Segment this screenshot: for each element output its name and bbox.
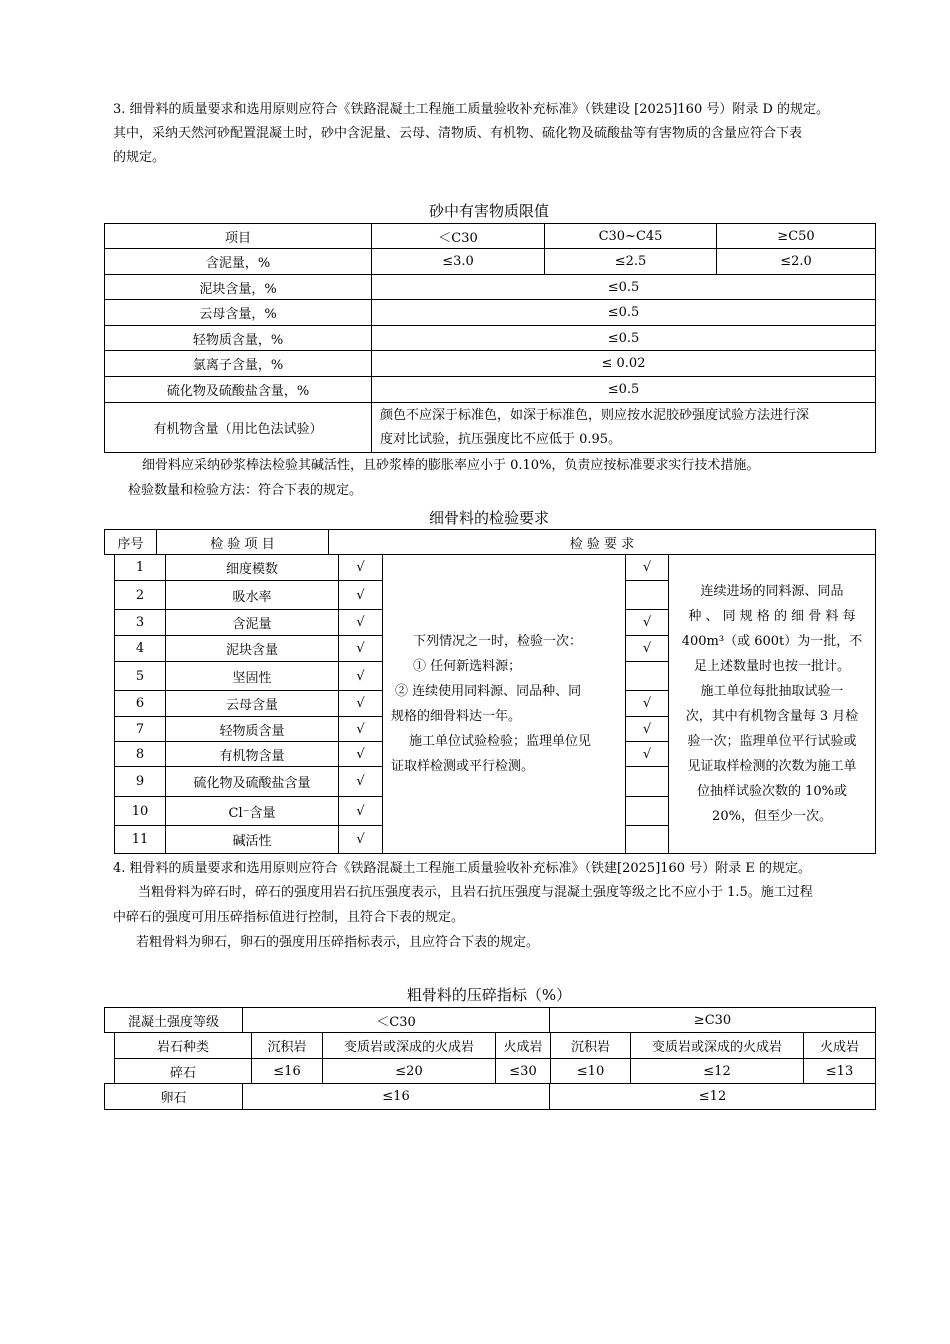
gravel-value: ≤12	[631, 1059, 804, 1084]
mid-line: ① 任何新选料源；	[413, 659, 522, 674]
item-no: 5	[115, 662, 166, 691]
rock-type: 沉积岩	[551, 1033, 631, 1059]
organic-line-2: 度对比试验，抗压强度比不应低于 0.95。	[380, 431, 622, 447]
rock-type: 火成岩	[804, 1033, 876, 1059]
section-3-line-1: 3. 细骨料的质量要求和选用原则应符合《铁路混凝土工程施工质量验收补充标准》（铁建设 [2025]160 号）附录 D 的规定。	[113, 102, 830, 117]
item-name: 细度模数	[166, 555, 339, 581]
check-mark: √	[339, 797, 383, 826]
rock-type: 变质岩或深成的火成岩	[631, 1033, 804, 1059]
pebble-value-high: ≤12	[550, 1084, 876, 1110]
item-no: 6	[115, 691, 166, 717]
cell-value: ≤0.5	[372, 377, 876, 403]
grade-label: 混凝土强度等级	[105, 1008, 243, 1033]
pebble-table	[104, 1083, 876, 1110]
crush-index-table	[114, 1032, 876, 1084]
rock-type: 沉积岩	[252, 1033, 323, 1059]
row-label: 氯离子含量，%	[105, 351, 372, 377]
note-inspection: 检验数量和检验方法：符合下表的规定。	[128, 483, 363, 498]
cell-value: ≤2.5	[545, 249, 717, 275]
check-mark	[626, 662, 669, 691]
item-no: 4	[115, 636, 166, 662]
check-mark: √	[626, 717, 669, 742]
check-mark: √	[626, 691, 669, 717]
note-alkali: 细骨料应采纳砂浆棒法检验其碱活性，且砂浆棒的膨胀率应小于 0.10%，负责应按标准要求实行技术措施。	[142, 458, 760, 473]
organic-line-1: 颜色不应深于标准色，如深于标准色，则应按水泥胶砂强度试验方法进行深	[380, 407, 810, 423]
check-mark: √	[339, 742, 383, 767]
header-item: 项目	[105, 224, 372, 249]
header-c30-c45: C30~C45	[545, 224, 717, 249]
section-3-line-3: 的规定。	[113, 150, 166, 165]
check-mark	[626, 767, 669, 797]
right-line: 施工单位每批抽取试验一	[700, 684, 844, 699]
cell-value: ≤ 0.02	[372, 351, 876, 377]
check-mark: √	[626, 555, 669, 581]
check-mark	[626, 581, 669, 610]
section-4-line-4: 若粗骨料为卵石，卵石的强度用压碎指标表示，且应符合下表的规定。	[136, 935, 540, 950]
item-no: 8	[115, 742, 166, 767]
grade-ge-c30: ≥C30	[550, 1008, 876, 1033]
gravel-value: ≤16	[252, 1059, 323, 1084]
row-label: 含泥量，%	[105, 249, 372, 275]
fine-aggregate-inspection-table	[114, 554, 876, 854]
table-2-title: 细骨料的检验要求	[428, 509, 549, 527]
header-no: 序号	[105, 530, 157, 555]
item-name: 云母含量	[166, 691, 339, 717]
row-label: 硫化物及硫酸盐含量，%	[105, 377, 372, 403]
grade-header-table	[104, 1007, 876, 1033]
item-name: 吸水率	[166, 581, 339, 610]
check-mark: √	[339, 555, 383, 581]
check-mark	[626, 797, 669, 826]
item-no: 7	[115, 717, 166, 742]
inspection-frequency-text	[383, 555, 626, 854]
gravel-value: ≤10	[551, 1059, 631, 1084]
header-ge-c50: ≥C50	[717, 224, 876, 249]
item-name: 有机物含量	[166, 742, 339, 767]
mid-line: 证取样检测或平行检测。	[391, 759, 535, 774]
row-label: 泥块含量，%	[105, 275, 372, 300]
rock-type-label: 岩石种类	[115, 1033, 252, 1059]
batch-rule-text	[669, 555, 876, 854]
check-mark: √	[626, 636, 669, 662]
check-mark: √	[339, 826, 383, 854]
grade-lt-c30: ＜C30	[243, 1008, 550, 1033]
right-line: 400m³（或 600t）为一批，不	[681, 634, 863, 649]
header-lt-c30: ＜C30	[372, 224, 545, 249]
check-mark: √	[626, 610, 669, 636]
item-no: 1	[115, 555, 166, 581]
gravel-value: ≤30	[496, 1059, 551, 1084]
rock-type: 火成岩	[496, 1033, 551, 1059]
cell-value: ≤0.5	[372, 326, 876, 351]
item-no: 11	[115, 826, 166, 854]
item-no: 9	[115, 767, 166, 797]
right-line: 验一次；监理单位平行试验或	[687, 734, 857, 749]
check-mark: √	[339, 767, 383, 797]
mid-line: 规格的细骨料达一年。	[391, 709, 522, 724]
organic-requirement	[372, 403, 876, 453]
row-label: 轻物质含量，%	[105, 326, 372, 351]
right-line: 足上述数量时也按一批计。	[693, 659, 850, 674]
mid-line: ② 连续使用同料源、同品种、同	[395, 684, 582, 699]
check-mark: √	[626, 742, 669, 767]
pebble-label: 卵石	[105, 1084, 243, 1110]
rock-type: 变质岩或深成的火成岩	[323, 1033, 496, 1059]
inspection-header-table	[104, 529, 876, 555]
item-name: 坚固性	[166, 662, 339, 691]
check-mark: √	[339, 717, 383, 742]
right-line: 20%，但至少一次。	[712, 809, 832, 824]
row-label: 云母含量，%	[105, 300, 372, 326]
cell-value: ≤0.5	[372, 300, 876, 326]
gravel-value: ≤20	[323, 1059, 496, 1084]
item-name: Cl⁻含量	[166, 797, 339, 826]
gravel-label: 碎石	[115, 1059, 252, 1084]
section-3-line-2: 其中，采纳天然河砂配置混凝土时，砂中含泥量、云母、清物质、有机物、硫化物及硫酸盐等有害物质的含量应符合下表	[113, 126, 803, 141]
mid-line: 下列情况之一时，检验一次：	[413, 634, 583, 649]
item-name: 泥块含量	[166, 636, 339, 662]
item-no: 10	[115, 797, 166, 826]
header-requirement: 检 验 要 求	[329, 530, 876, 555]
item-no: 3	[115, 610, 166, 636]
cell-value: ≤0.5	[372, 275, 876, 300]
right-line: 连续进场的同料源、同品	[700, 584, 844, 599]
right-line: 见证取样检测的次数为施工单	[687, 759, 857, 774]
item-no: 2	[115, 581, 166, 610]
harmful-substances-table	[104, 223, 876, 453]
pebble-value-low: ≤16	[243, 1084, 550, 1110]
row-label: 有机物含量（用比色法试验）	[105, 403, 372, 453]
check-mark: √	[339, 610, 383, 636]
section-3-paragraph	[113, 98, 893, 170]
right-line: 次，其中有机物含量每 3 月检	[685, 709, 859, 724]
check-mark: √	[339, 662, 383, 691]
right-line: 种 、 同 规 格 的 细 骨 料 每	[688, 609, 856, 624]
cell-value: ≤2.0	[717, 249, 876, 275]
check-mark: √	[339, 636, 383, 662]
header-item: 检 验 项 目	[157, 530, 329, 555]
check-mark: √	[339, 691, 383, 717]
gravel-value: ≤13	[804, 1059, 876, 1084]
cell-value: ≤3.0	[372, 249, 545, 275]
right-line: 位抽样试验次数的 10%或	[696, 784, 848, 799]
item-name: 含泥量	[166, 610, 339, 636]
section-4-line-3: 中碎石的强度可用压碎指标值进行控制，且符合下表的规定。	[113, 910, 465, 925]
section-4-line-2: 当粗骨料为碎石时，碎石的强度用岩石抗压强度表示，且岩石抗压强度与混凝土强度等级之比不应小于 1.5。施工过程	[138, 885, 813, 900]
table-1-title: 砂中有害物质限值	[428, 202, 549, 220]
section-4-line-1: 4. 粗骨料的质量要求和选用原则应符合《铁路混凝土工程施工质量验收补充标准》（铁建[2025]160 号）附录 E 的规定。	[113, 861, 811, 876]
check-mark	[626, 826, 669, 854]
check-mark: √	[339, 581, 383, 610]
table-3-title: 粗骨料的压碎指标（%）	[406, 986, 572, 1004]
item-name: 硫化物及硫酸盐含量	[166, 767, 339, 797]
item-name: 碱活性	[166, 826, 339, 854]
item-name: 轻物质含量	[166, 717, 339, 742]
mid-line: 施工单位试验检验；监理单位见	[409, 734, 592, 749]
